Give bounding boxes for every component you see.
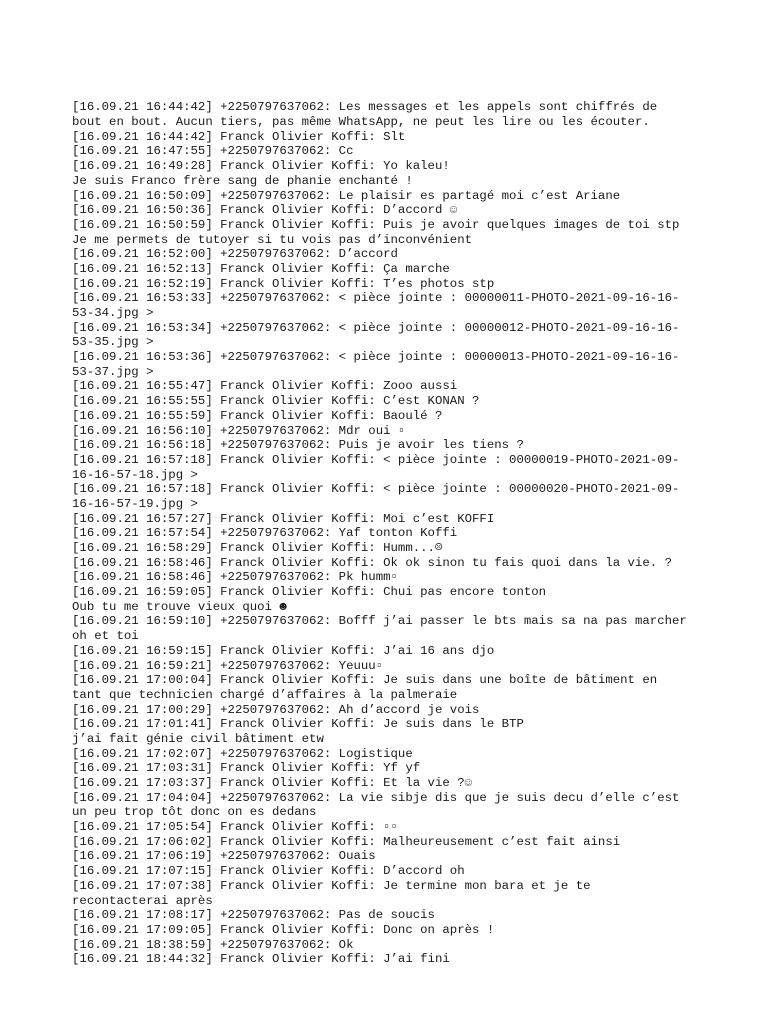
log-line: [16.09.21 16:57:18] Franck Olivier Koffi: < pièce jointe : 00000019-PHOTO-2021-09- [72, 452, 680, 467]
log-line: 53-35.jpg > [72, 335, 154, 350]
log-line: 53-37.jpg > [72, 364, 154, 379]
log-line: [16.09.21 16:55:55] Franck Olivier Koffi: C’est KONAN ? [72, 394, 480, 409]
log-line: [16.09.21 17:08:17] +2250797637062: Pas de soucis [72, 908, 435, 923]
log-line: [16.09.21 16:49:28] Franck Olivier Koffi: Yo kaleu! [72, 159, 450, 174]
log-line: 16-16-57-19.jpg > [72, 496, 198, 511]
log-line: [16.09.21 16:59:05] Franck Olivier Koffi: Chui pas encore tonton [72, 585, 547, 600]
log-line: [16.09.21 16:47:55] +2250797637062: Cc [72, 144, 354, 159]
log-line: Je suis Franco frère sang de phanie enchanté ! [72, 173, 413, 188]
log-line: [16.09.21 17:05:54] Franck Olivier Koffi: ▫▫ [72, 820, 398, 835]
log-line: [16.09.21 18:38:59] +2250797637062: Ok [72, 937, 354, 952]
log-line: [16.09.21 16:58:46] +2250797637062: Pk humm▫ [72, 570, 398, 585]
log-line: [16.09.21 17:04:04] +2250797637062: La vie sibje dis que je suis decu d’elle c’est [72, 790, 680, 805]
log-line: [16.09.21 16:53:34] +2250797637062: < pièce jointe : 00000012-PHOTO-2021-09-16-16- [72, 320, 680, 335]
log-line: 16-16-57-18.jpg > [72, 467, 198, 482]
log-line: tant que technicien chargé d’affaires à la palmeraie [72, 687, 458, 702]
log-line: [16.09.21 16:52:19] Franck Olivier Koffi: T’es photos stp [72, 276, 495, 291]
log-line: [16.09.21 18:44:32] Franck Olivier Koffi: J’ai fini [72, 952, 450, 967]
chat-log [72, 71, 712, 967]
log-line: [16.09.21 17:03:37] Franck Olivier Koffi: Et la vie ?☺ [72, 776, 473, 791]
log-line: [16.09.21 17:06:02] Franck Olivier Koffi: Malheureusement c’est fait ainsi [72, 834, 621, 849]
log-line: [16.09.21 16:52:13] Franck Olivier Koffi: Ça marche [72, 261, 450, 276]
log-line: [16.09.21 16:57:54] +2250797637062: Yaf tonton Koffi [72, 526, 458, 541]
log-line: [16.09.21 16:44:42] Franck Olivier Koffi: Slt [72, 129, 406, 144]
log-line: [16.09.21 17:07:38] Franck Olivier Koffi: Je termine mon bara et je te [72, 878, 591, 893]
log-line: recontacterai après [72, 893, 213, 908]
log-line: [16.09.21 17:06:19] +2250797637062: Ouais [72, 849, 376, 864]
log-line: [16.09.21 16:55:59] Franck Olivier Koffi: Baoulé ? [72, 408, 443, 423]
log-line: [16.09.21 17:07:15] Franck Olivier Koffi: D’accord oh [72, 864, 465, 879]
log-line: Je me permets de tutoyer si tu vois pas d’inconvénient [72, 232, 473, 247]
log-line: [16.09.21 17:00:29] +2250797637062: Ah d’accord je vois [72, 702, 480, 717]
log-line: [16.09.21 16:59:10] +2250797637062: Bofff j’ai passer le bts mais sa na pas marcher [72, 614, 687, 629]
log-line: [16.09.21 16:53:36] +2250797637062: < pièce jointe : 00000013-PHOTO-2021-09-16-16- [72, 350, 680, 365]
log-line: [16.09.21 16:59:21] +2250797637062: Yeuuu▫ [72, 658, 384, 673]
log-line: [16.09.21 16:58:29] Franck Olivier Koffi: Humm...☹ [72, 541, 443, 556]
log-line: oh et toi [72, 629, 139, 644]
log-line: [16.09.21 17:01:41] Franck Olivier Koffi: Je suis dans le BTP [72, 717, 524, 732]
log-line: [16.09.21 16:50:09] +2250797637062: Le plaisir es partagé moi c’est Ariane [72, 188, 621, 203]
log-line: [16.09.21 17:00:04] Franck Olivier Koffi: Je suis dans une boîte de bâtiment en [72, 673, 658, 688]
log-line: [16.09.21 17:02:07] +2250797637062: Logistique [72, 746, 413, 761]
log-line: Oub tu me trouve vieux quoi ☻ [72, 599, 287, 614]
log-line: [16.09.21 16:57:27] Franck Olivier Koffi: Moi c’est KOFFI [72, 511, 495, 526]
log-line: [16.09.21 17:03:31] Franck Olivier Koffi: Yf yf [72, 761, 421, 776]
log-line: 53-34.jpg > [72, 306, 154, 321]
log-line: [16.09.21 16:55:47] Franck Olivier Koffi: Zooo aussi [72, 379, 458, 394]
log-line: [16.09.21 16:56:10] +2250797637062: Mdr oui ▫ [72, 423, 406, 438]
log-line: [16.09.21 16:57:18] Franck Olivier Koffi: < pièce jointe : 00000020-PHOTO-2021-09- [72, 482, 680, 497]
log-line: [16.09.21 16:59:15] Franck Olivier Koffi: J’ai 16 ans djo [72, 643, 495, 658]
log-line: [16.09.21 16:58:46] Franck Olivier Koffi: Ok ok sinon tu fais quoi dans la vie. ? [72, 555, 673, 570]
log-line: [16.09.21 16:50:59] Franck Olivier Koffi: Puis je avoir quelques images de toi stp [72, 217, 680, 232]
log-line: [16.09.21 17:09:05] Franck Olivier Koffi: Donc on après ! [72, 922, 495, 937]
log-line: un peu trop tôt donc on es dedans [72, 805, 317, 820]
log-line: [16.09.21 16:56:18] +2250797637062: Puis je avoir les tiens ? [72, 438, 524, 453]
log-line: [16.09.21 16:50:36] Franck Olivier Koffi: D’accord ☺ [72, 203, 458, 218]
log-line: bout en bout. Aucun tiers, pas même WhatsApp, ne peut les lire ou les écouter. [72, 115, 650, 130]
log-line: [16.09.21 16:53:33] +2250797637062: < pièce jointe : 00000011-PHOTO-2021-09-16-16- [72, 291, 680, 306]
log-line: [16.09.21 16:44:42] +2250797637062: Les messages et les appels sont chiffrés de [72, 100, 658, 115]
log-line: j’ai fait génie civil bâtiment etw [72, 731, 324, 746]
log-line: [16.09.21 16:52:00] +2250797637062: D’accord [72, 247, 398, 262]
